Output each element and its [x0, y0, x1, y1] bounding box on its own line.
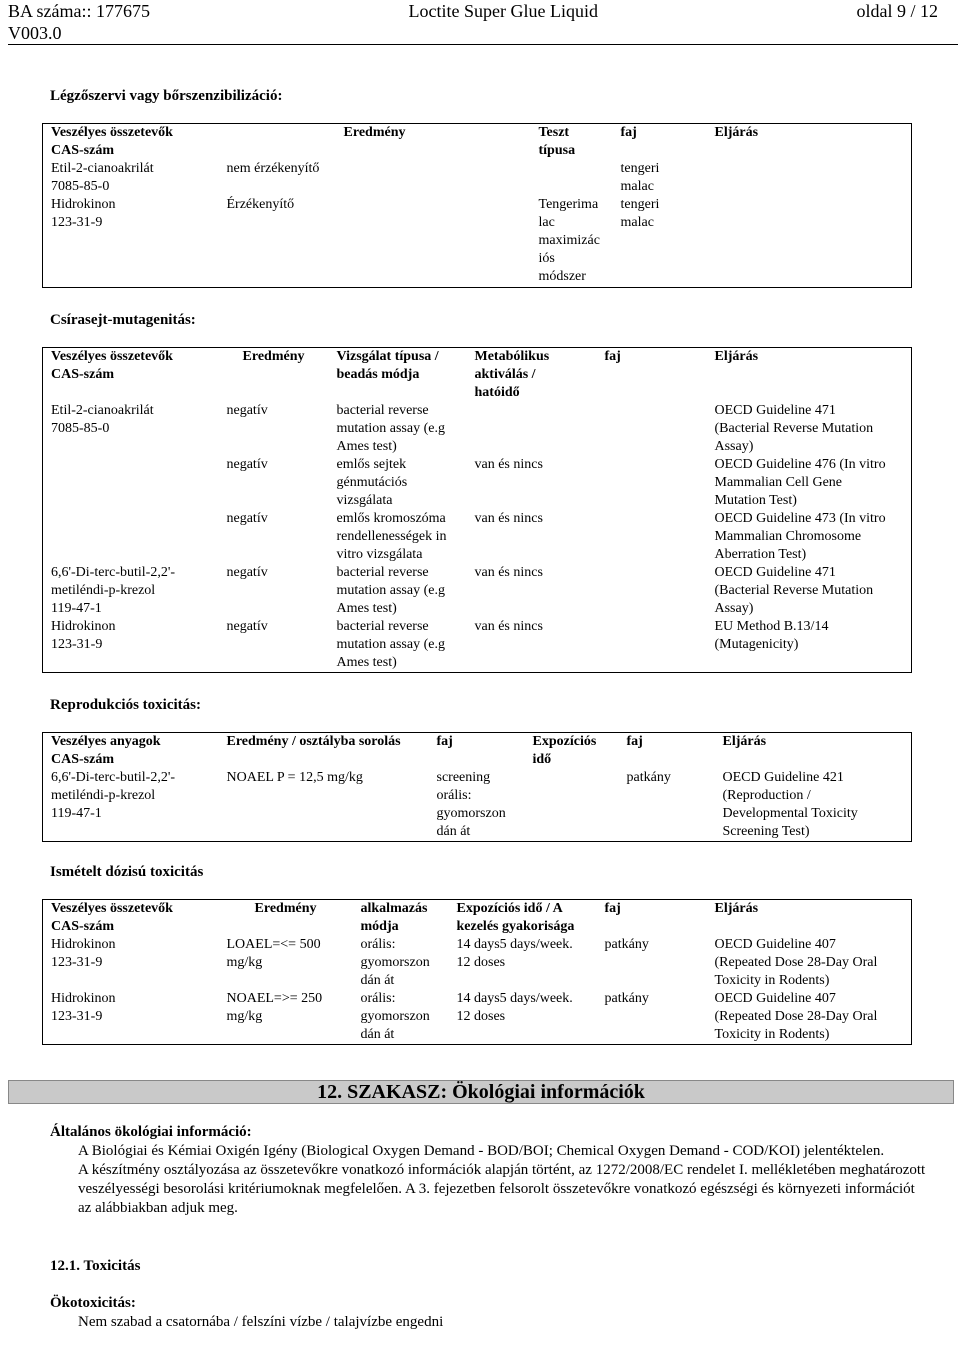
table-header-row: [43, 733, 912, 770]
column-header: Veszélyes összetevők CAS-szám: [51, 901, 173, 934]
table-cell: van és nincs: [474, 457, 543, 472]
section-12-banner: 12. SZAKASZ: Ökológiai információk: [8, 1080, 954, 1104]
product-name: Loctite Super Glue Liquid: [408, 1, 598, 21]
mutagenicity-table: [42, 347, 912, 673]
repeated-dose-table: [42, 899, 912, 1045]
table-cell: OECD Guideline 471 (Bacterial Reverse Mutation Assay): [714, 403, 874, 454]
table-cell: Hidrokinon 123-31-9: [51, 197, 116, 231]
repeated-dose-title: Ismételt dózisú toxicitás: [50, 864, 204, 880]
general-eco-title: Általános ökológiai információ:: [50, 1124, 252, 1140]
column-header: Teszt típusa: [538, 125, 576, 158]
table-cell: 6,6'-Di-terc-butil-2,2'- metiléndi-p-krezol 119-47-1: [51, 565, 176, 616]
column-header: Expozíciós idő: [532, 734, 597, 767]
table-cell: negatív: [226, 403, 268, 418]
table-cell: [597, 618, 707, 673]
table-cell: emlős sejtek génmutációs vizsgálata: [336, 457, 408, 508]
table-cell: Etil-2-cianoakrilát 7085-85-0: [51, 403, 154, 436]
table-row: [43, 160, 912, 196]
table-cell: nem érzékenyítő: [226, 161, 320, 177]
table-row: [43, 402, 912, 456]
document-number: BA száma:: 177675: [8, 1, 150, 21]
table-cell: van és nincs: [474, 565, 543, 580]
table-cell: Érzékenyítő: [226, 197, 295, 213]
mutagenicity-title: Csírasejt-mutagenitás:: [50, 312, 196, 328]
table-cell: [707, 196, 912, 287]
table-cell: 14 days5 days/week. 12 doses: [456, 991, 573, 1024]
table-cell: Etil-2-cianoakrilát 7085-85-0: [51, 161, 154, 195]
sensitization-title: Légzőszervi vagy bőrszenzibilizáció:: [50, 88, 283, 104]
table-cell: orális: gyomorszon dán át: [360, 937, 430, 988]
table-cell: patkány: [604, 991, 649, 1006]
column-header: faj: [604, 349, 621, 364]
table-cell: bacterial reverse mutation assay (e.g Ames test): [336, 619, 445, 670]
ecotoxicity-title: Ökotoxicitás:: [50, 1295, 136, 1311]
table-row: [43, 456, 912, 510]
toxicity-heading: 12.1. Toxicitás: [50, 1258, 141, 1274]
table-row: [43, 990, 912, 1045]
column-header: alkalmazás módja: [360, 901, 428, 934]
column-header: Vizsgálat típusa / beadás módja: [336, 349, 439, 382]
table-cell: patkány: [626, 770, 671, 785]
table-cell: OECD Guideline 407 (Repeated Dose 28-Day Oral Toxicity in Rodents): [714, 991, 878, 1042]
table-cell: OECD Guideline 476 (In vitro Mammalian Cell Gene Mutation Test): [714, 457, 886, 508]
table-cell: OECD Guideline 421 (Reproduction / Developmental Toxicity Screening Test): [722, 770, 858, 839]
column-header: Eredmény: [242, 349, 305, 364]
column-header: Eljárás: [714, 125, 759, 140]
table-row: [43, 936, 912, 990]
general-eco-paragraph-1: A Biológiai és Kémiai Oxigén Igény (Biological Oxygen Demand - BOD/BOI; Chemical Oxygen Demand - COD/KOI) jelentéktelen.: [78, 1143, 885, 1159]
table-cell: emlős kromoszóma rendellenességek in vitro vizsgálata: [336, 511, 447, 562]
general-eco-paragraph-2: A készítmény osztályozása az összetevőkre vonatkozó információk alapján történt, az 1272/2008/EC rendelet I. mellékletében meghatározott veszélyességi besorolási kritériumoknak megfelelően. A 3. fejezetben felsorolt összetevőkre vonatkozó egészségi és környezeti információt az alábbiakban adjuk meg.: [78, 1162, 926, 1216]
table-cell: OECD Guideline 407 (Repeated Dose 28-Day Oral Toxicity in Rodents): [714, 937, 878, 988]
table-cell: [597, 564, 707, 618]
column-header: Veszélyes összetevők CAS-szám: [51, 125, 173, 158]
table-cell: [597, 402, 707, 456]
table-cell: van és nincs: [474, 511, 543, 526]
table-header-row: [43, 348, 912, 403]
table-cell: NOAEL P = 12,5 mg/kg: [226, 770, 363, 785]
page-number: oldal 9 / 12: [856, 1, 938, 21]
table-cell: tengeri malac: [620, 161, 660, 195]
column-header: Eljárás: [714, 901, 759, 916]
table-cell: negatív: [226, 457, 268, 472]
table-cell: bacterial reverse mutation assay (e.g Ames test): [336, 403, 445, 454]
table-cell: Hidrokinon 123-31-9: [51, 619, 116, 652]
table-cell: negatív: [226, 565, 268, 580]
table-cell: patkány: [604, 937, 649, 952]
column-header: Metabólikus aktiválás / hatóidő: [474, 349, 550, 400]
table-cell: negatív: [226, 511, 268, 526]
table-row: [43, 510, 912, 564]
column-header: Eredmény: [254, 901, 317, 916]
column-header: faj: [620, 125, 637, 140]
table-cell: Tengerima lac maximizác iós módszer: [538, 197, 600, 285]
header-rule: [8, 44, 958, 45]
column-header: faj: [626, 734, 643, 749]
column-header: Eljárás: [722, 734, 767, 749]
table-cell: [597, 510, 707, 564]
table-cell: tengeri malac: [620, 197, 660, 231]
column-header: Eredmény: [343, 125, 406, 140]
reproductive-table: [42, 732, 912, 842]
table-row: [43, 769, 912, 842]
table-cell: [467, 402, 597, 456]
table-cell: [43, 510, 219, 564]
table-cell: [43, 456, 219, 510]
table-cell: EU Method B.13/14 (Mutagenicity): [714, 619, 829, 652]
table-cell: OECD Guideline 473 (In vitro Mammalian Chromosome Aberration Test): [714, 511, 886, 562]
column-header: Veszélyes összetevők CAS-szám: [51, 349, 173, 382]
table-cell: screening orális: gyomorszon dán át: [436, 770, 506, 839]
table-cell: van és nincs: [474, 619, 543, 634]
table-cell: 14 days5 days/week. 12 doses: [456, 937, 573, 970]
table-cell: [531, 160, 613, 196]
table-cell: Hidrokinon 123-31-9: [51, 991, 116, 1024]
sensitization-table: [42, 123, 912, 288]
column-header: faj: [436, 734, 453, 749]
table-row: [43, 196, 912, 287]
reproductive-title: Reprodukciós toxicitás:: [50, 697, 201, 713]
column-header: Veszélyes anyagok CAS-szám: [51, 734, 161, 767]
table-cell: orális: gyomorszon dán át: [360, 991, 430, 1042]
table-cell: Hidrokinon 123-31-9: [51, 937, 116, 970]
table-header-row: [43, 900, 912, 937]
column-header: faj: [604, 901, 621, 916]
page-header: [8, 0, 938, 44]
table-row: [43, 618, 912, 673]
table-cell: [707, 160, 912, 196]
version: V003.0: [8, 23, 62, 43]
section-12-content: [50, 1123, 930, 1332]
column-header: Eredmény / osztályba sorolás: [226, 734, 401, 749]
table-cell: negatív: [226, 619, 268, 634]
table-cell: OECD Guideline 471 (Bacterial Reverse Mutation Assay): [714, 565, 874, 616]
table-cell: bacterial reverse mutation assay (e.g Ames test): [336, 565, 445, 616]
column-header: Expozíciós idő / A kezelés gyakorisága: [456, 901, 575, 934]
header-line-1: [8, 0, 938, 22]
ecotoxicity-text: Nem szabad a csatornába / felszíni vízbe / talajvízbe engedni: [78, 1314, 444, 1330]
table-cell: LOAEL=<= 500 mg/kg: [226, 937, 321, 970]
table-cell: [597, 456, 707, 510]
table-header-row: [43, 124, 912, 161]
table-cell: [525, 769, 619, 842]
table-cell: 6,6'-Di-terc-butil-2,2'- metiléndi-p-krezol 119-47-1: [51, 770, 176, 821]
column-header: Eljárás: [714, 349, 759, 364]
table-cell: NOAEL=>= 250 mg/kg: [226, 991, 323, 1024]
table-row: [43, 564, 912, 618]
